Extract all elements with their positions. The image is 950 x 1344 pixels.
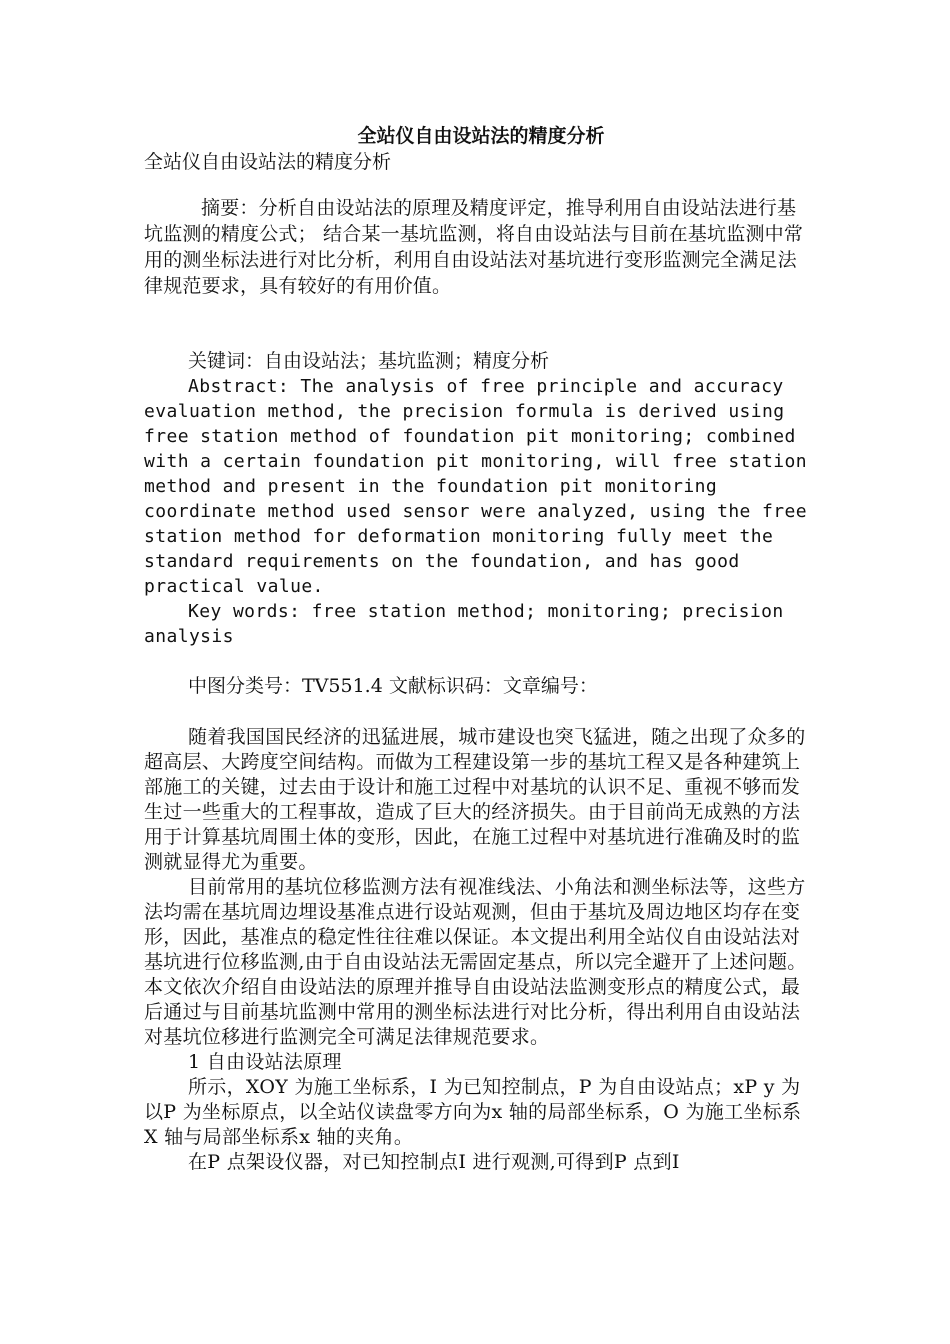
abstract-chinese: 摘要：分析自由设站法的原理及精度评定，推导利用自由设站法进行基坑监测的精度公式； 结合某一基坑监测，将自由设站法与目前在基坑监测中常用的测坐标法进行对比分析，利用自由设站法对基坑进行变形监测完全满足法律规范要求，具有较好的有用价值。 [144,197,804,297]
keywords-english: Key words: free station method; monitoring; precision analysis [144,601,784,647]
abstract-english: Abstract: The analysis of free principle and accuracy evaluation method, the precision formula is derived using free station method of foundation pit monitoring; combined with a certain foundation pit monitoring, will free station method and present in the foundation pit monitoring coordinate method used sensor were analyzed, using the free station method for deformation monitoring fully meet the standard requirements on the foundation, and has good practical value. [144,376,807,597]
body-paragraph: 随着我国国民经济的迅猛进展，城市建设也突飞猛进，随之出现了众多的超高层、大跨度空间结构。而做为工程建设第一步的基坑工程又是各种建筑上部施工的关键，过去由于设计和施工过程中对基坑的认识不足、重视不够而发生过一些重大的工程事故，造成了巨大的经济损失。由于目前尚无成熟的方法用于计算基坑周围土体的变形，因此，在施工过程中对基坑进行准确及时的监测就显得尤为重要。 [144,726,806,873]
document-page [144,122,808,1175]
classification-line: 中图分类号：TV551.4 文献标识码：文章编号： [188,675,598,697]
document-subtitle: 全站仪自由设站法的精度分析 [144,151,392,173]
body-paragraph: 在P 点架设仪器，对已知控制点I 进行观测,可得到P 点到I [188,1151,680,1173]
section-heading: 1 自由设站法原理 [188,1051,342,1073]
body-paragraph: 所示，XOY 为施工坐标系，I 为已知控制点，P 为自由设站点；xP y 为以P 为坐标原点，以全站仪读盘零方向为x 轴的局部坐标系，O 为施工坐标系X 轴与局部坐标系x 轴的夹角。 [144,1076,802,1148]
body-paragraph: 目前常用的基坑位移监测方法有视准线法、小角法和测坐标法等，这些方法均需在基坑周边埋设基准点进行设站观测，但由于基坑及周边地区均存在变形，因此，基准点的稳定性往往难以保证。本文提出利用全站仪自由设站法对基坑进行位移监测,由于自由设站法无需固定基点，所以完全避开了上述问题。本文依次介绍自由设站法的原理并推导自由设站法监测变形点的精度公式，最后通过与目前基坑监测中常用的测坐标法进行对比分析，得出利用自由设站法对基坑位移进行监测完全可满足法律规范要求。 [144,876,807,1048]
keywords-chinese: 关键词：自由设站法；基坑监测；精度分析 [188,350,550,372]
document-title: 全站仪自由设站法的精度分析 [357,125,605,147]
